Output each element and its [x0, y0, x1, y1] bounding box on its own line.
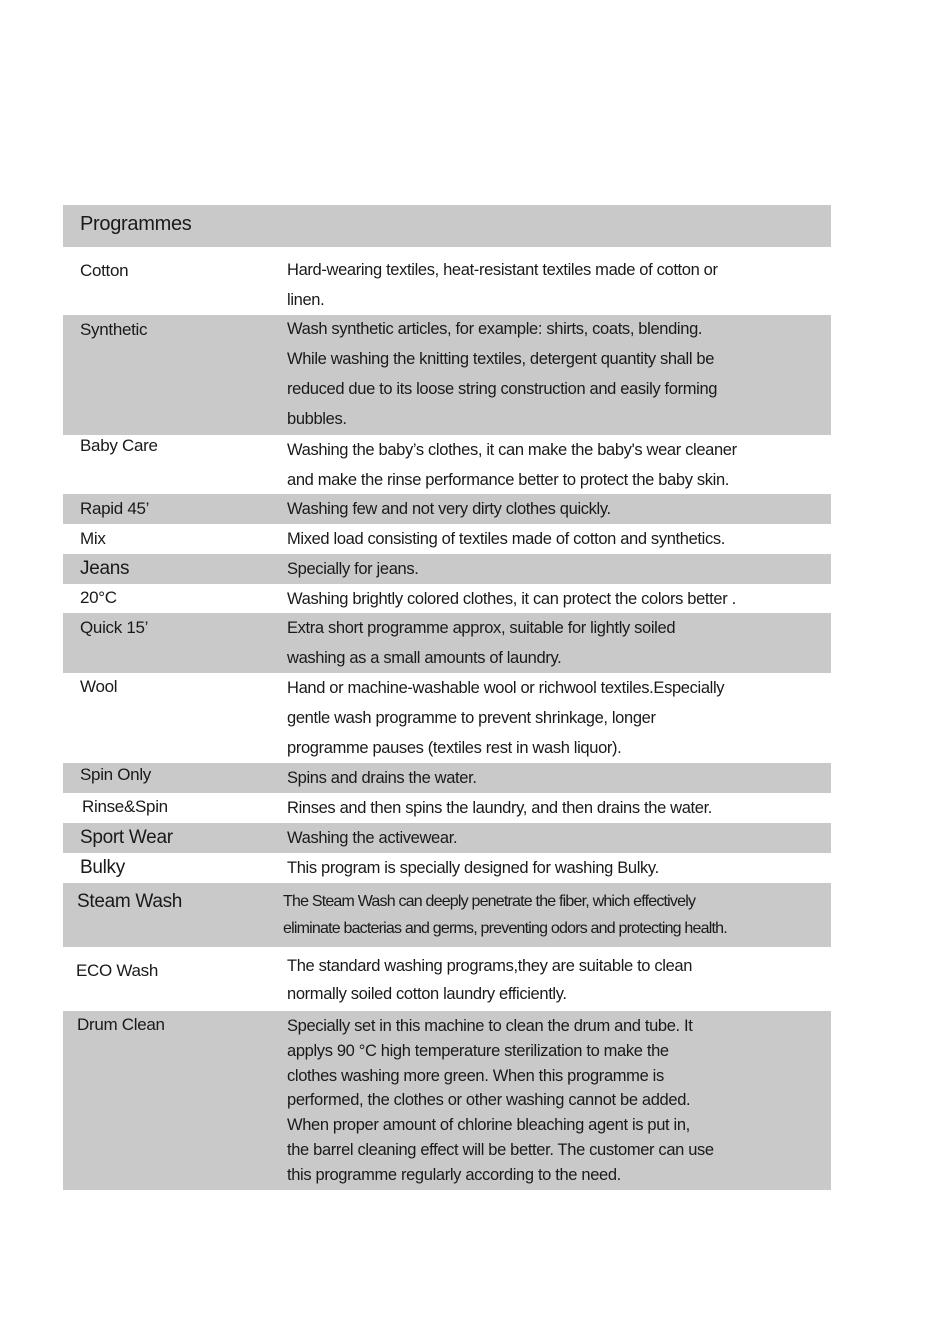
- programme-description: Hand or machine-washable wool or richwool textiles.Especially gentle wash programme to prevent shrinkage, longer programme pauses (textiles rest in wash liquor).: [287, 679, 725, 757]
- programme-description: Wash synthetic articles, for example: shirts, coats, blending. While washing the knitting textiles, detergent quantity shall be reduced due to its loose string construction and easily forming bubbles.: [287, 320, 718, 428]
- programme-name: Jeans: [80, 558, 130, 579]
- programme-name: Baby Care: [80, 436, 158, 455]
- programme-description: Washing brightly colored clothes, it can protect the colors better .: [287, 590, 736, 608]
- programme-row-wool: [63, 673, 831, 763]
- programme-name: Synthetic: [80, 320, 148, 339]
- programme-name: Rinse&Spin: [82, 797, 168, 816]
- programme-row-cotton: [63, 247, 831, 315]
- programme-row-sport-wear: [63, 823, 831, 853]
- programme-row-quick-15: [63, 613, 831, 673]
- programme-description: Spins and drains the water.: [287, 769, 477, 787]
- programme-row-bulky: [63, 853, 831, 883]
- programme-name: Steam Wash: [77, 891, 183, 912]
- programme-name: Drum Clean: [77, 1015, 165, 1034]
- programme-description: Extra short programme approx, suitable for lightly soiled washing as a small amounts of laundry.: [287, 619, 676, 667]
- programme-name: Wool: [80, 677, 118, 696]
- programme-description: Washing the activewear.: [287, 829, 458, 847]
- programme-row-eco-wash: [63, 947, 831, 1011]
- programme-description: Rinses and then spins the laundry, and then drains the water.: [287, 799, 713, 817]
- programme-name: Bulky: [80, 857, 125, 878]
- programme-description: Washing few and not very dirty clothes quickly.: [287, 500, 611, 518]
- programme-name: Rapid 45’: [80, 499, 150, 518]
- programme-name: Mix: [80, 529, 106, 548]
- programme-description: The Steam Wash can deeply penetrate the fiber, which effectively eliminate bacterias and germs, preventing odors and protecting health.: [283, 893, 727, 937]
- programme-row-rapid-45: [63, 494, 831, 524]
- programme-name: Cotton: [80, 261, 129, 280]
- programme-name: Spin Only: [80, 765, 152, 784]
- programme-row-baby-care: [63, 435, 831, 494]
- programme-name: ECO Wash: [76, 961, 158, 980]
- programme-description: Specially for jeans.: [287, 560, 419, 578]
- programme-row-drum-clean: [63, 1011, 831, 1190]
- programme-row-synthetic: [63, 315, 831, 435]
- programme-name: Quick 15’: [80, 618, 149, 637]
- programme-row-spin-only: [63, 763, 831, 793]
- programme-description: The standard washing programs,they are suitable to clean normally soiled cotton laundry efficiently.: [287, 957, 693, 1003]
- programme-row-rinse-spin: [63, 793, 831, 823]
- programme-row-20c: [63, 584, 831, 613]
- programme-description: Hard-wearing textiles, heat-resistant textiles made of cotton or linen.: [287, 261, 718, 309]
- table-header: [63, 205, 831, 247]
- programme-description: Mixed load consisting of textiles made of cotton and synthetics.: [287, 530, 726, 548]
- programme-name: Sport Wear: [80, 827, 173, 848]
- programme-description: Washing the baby’s clothes, it can make the baby's wear cleaner and make the rinse performance better to protect the baby skin.: [287, 441, 737, 489]
- programme-description: This program is specially designed for washing Bulky.: [287, 859, 659, 877]
- programme-row-steam-wash: [63, 883, 831, 947]
- programme-row-jeans: [63, 554, 831, 584]
- programme-row-mix: [63, 524, 831, 554]
- programme-description: Specially set in this machine to clean the drum and tube. It applys 90 °C high temperature sterilization to make the clothes washing more green. When this programme is performed, the clothes or other washing cannot be added. When proper amount of chlorine bleaching agent is put in, the barrel cleaning effect will be better. The customer can use this programme regularly according to the need.: [287, 1017, 714, 1184]
- header-title: Programmes: [80, 213, 192, 235]
- programme-name: 20°C: [80, 588, 117, 607]
- programmes-table: [63, 205, 831, 1190]
